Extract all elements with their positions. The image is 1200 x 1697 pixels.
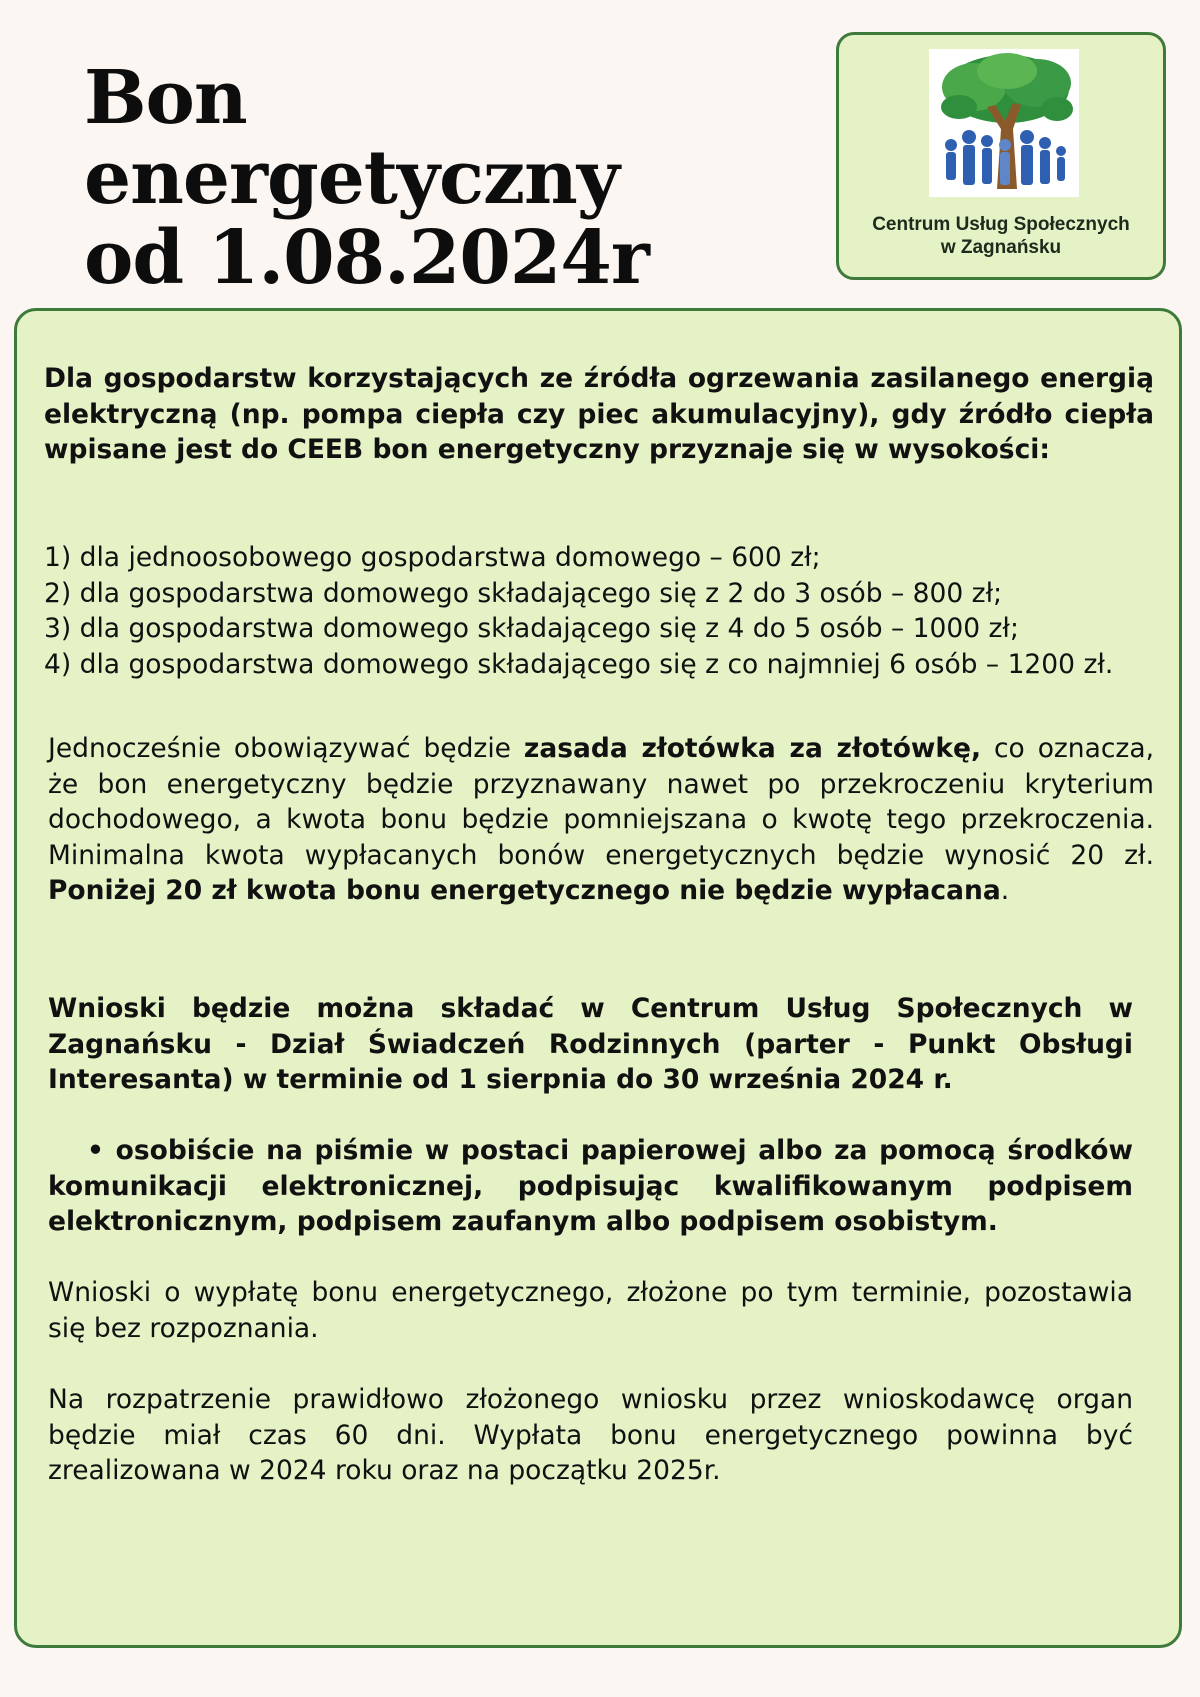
tree-family-logo-icon xyxy=(929,49,1079,197)
list-item: 1) dla jednoosobowego gospodarstwa domowego – 600 zł; xyxy=(44,542,821,573)
rule-paragraph xyxy=(48,731,1154,909)
application-paragraph: Wnioski będzie można składać w Centrum Usług Społecznych w Zagnańsku - Dział Świadczeń Rodzinnych (parter - Punkt Obsługi Interesanta) w terminie od 1 sierpnia do 30 września 2024 r. xyxy=(48,993,1133,1095)
title-line-3: od 1.08.2024r xyxy=(84,215,649,301)
title-line-2: energetyczny xyxy=(84,135,619,221)
list-item: 2) dla gospodarstwa domowego składającego się z 2 do 3 osób – 800 zł; xyxy=(44,577,1003,609)
list-item: 4) dla gospodarstwa domowego składającego się z co najmniej 6 osób – 1200 zł. xyxy=(44,648,1114,680)
review-paragraph: Na rozpatrzenie prawidłowo złożonego wniosku przez wnioskodawcę organ będzie miał czas 60 dni. Wypłata bonu energetycznego powinna być zrealizowana w 2024 roku oraz na początku 2025r. xyxy=(48,1384,1133,1486)
title-line-1: Bon xyxy=(84,55,247,141)
organization-name-line-1: Centrum Usług Społecznych xyxy=(872,214,1130,235)
amount-list xyxy=(44,540,1154,682)
rule-highlight: zasada złotówka za złotówkę, xyxy=(523,733,982,764)
application-method-bullet: • osobiście na piśmie w postaci papierowej albo za pomocą środków komunikacji elektronicznej, podpisując kwalifikowanym podpisem elektronicznym, podpisem zaufanym albo podpisem osobistym. xyxy=(48,1135,1133,1237)
rule-text-1: Jednocześnie obowiązywać będzie xyxy=(48,733,524,764)
rule-end: . xyxy=(1000,875,1010,906)
logo-card xyxy=(836,32,1166,280)
organization-name xyxy=(839,213,1163,259)
organization-name-line-2: w Zagnańsku xyxy=(940,237,1062,258)
list-item: 3) dla gospodarstwa domowego składającego się z 4 do 5 osób – 1000 zł; xyxy=(44,613,1019,644)
page-title xyxy=(84,55,724,301)
intro-paragraph: Dla gospodarstw korzystających ze źródła ogrzewania zasilanego energią elektryczną (np. pompa ciepła czy piec akumulacyjny), gdy źródło ciepła wpisane jest do CEEB bon energetyczny przyznaje się w wysokości: xyxy=(44,363,1154,465)
content-panel xyxy=(14,308,1182,1648)
rule-text-2: co oznacza, że bon energetyczny będzie przyznawany nawet po przekroczeniu kryterium dochodowego, a kwota bonu będzie pomniejszana o kwotę tego przekroczenia. Minimalna kwota wypłacanych bonów energetycznych będzie wynosić 20 zł. xyxy=(48,733,1154,871)
rule-highlight-2: Poniżej 20 zł kwota bonu energetycznego nie będzie wypłacana xyxy=(48,875,1001,906)
late-application-paragraph: Wnioski o wypłatę bonu energetycznego, złożone po tym terminie, pozostawia się bez rozpoznania. xyxy=(48,1277,1133,1344)
